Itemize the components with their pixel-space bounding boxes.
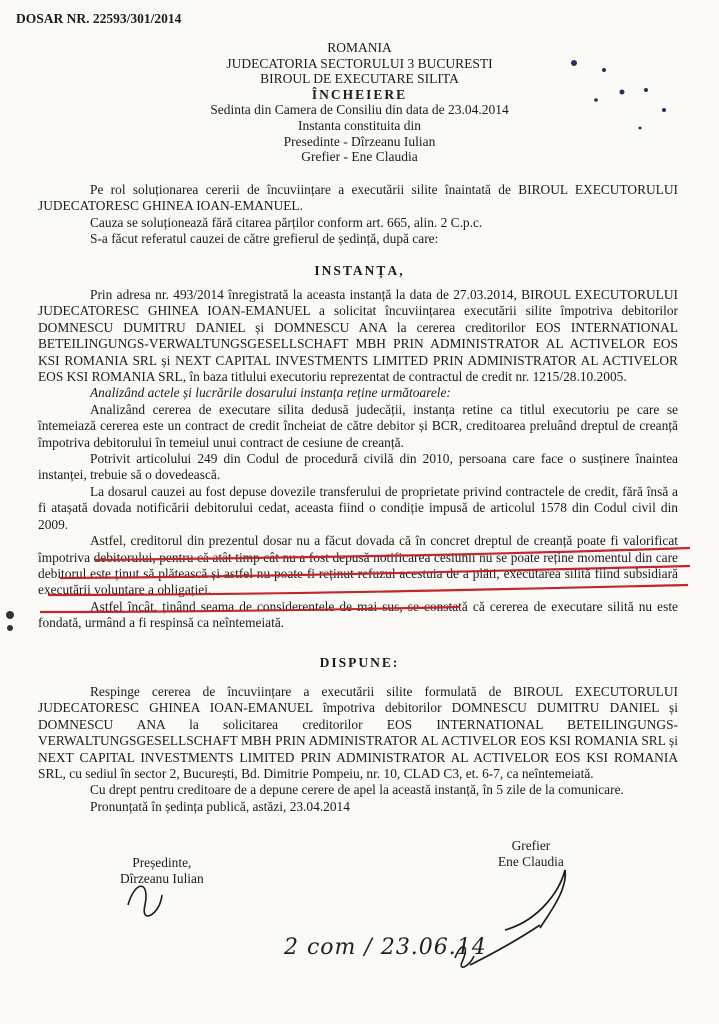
president-line: Presedinte - Dîrzeanu Iulian [283,133,436,149]
intro-paragraph: Pe rol soluționarea cererii de încuviințare a executării silite înaintată de BIROUL EXECUTORULUI JUDECATORESC GHINEA IOAN-EMANUEL. [38,182,678,214]
clerk-signature-mark [470,870,565,965]
red-underline-mark [40,607,460,612]
ink-spots [571,60,666,130]
red-underline-mark [60,566,690,578]
dispune-heading: DISPUNE: [319,655,400,670]
president-title: Președinte, [132,855,192,870]
instanta-paragraph: Analizând cererea de executare silita dedusă judecății, instanța retine ca titlul executoriu pe care se întemeiază cererea este un contract de credit încheiat de către debitor și BCR, creditoarea preluând dreptul de creanță împotriva debitorului în temeiul unui contract de cesiune de creanță. [38,401,678,450]
instanta-paragraph: Potrivit articolului 249 din Codul de procedură civilă din 2010, persoana care face o susținere înaintea instanței, trebuie să o dovedească. [38,451,678,483]
clerk-line: Grefier - Ene Claudia [301,149,418,165]
instanta-paragraph: Analizând actele și lucrările dosarului instanța reține următoarele: [90,385,451,401]
document-title: ÎNCHEIERE [311,86,408,102]
case-number: DOSAR NR. 22593/301/2014 [16,11,182,26]
red-underline-mark [95,548,690,560]
instanta-paragraph: La dosarul cauzei au fost depuse dovezile transferului de proprietate privind contractele de credit, fără însă a fi atașată dovada notificării debitorului cedat, aceasta fiind o condiție impusă de articolul 1578 din Codul civil din 2009. [38,483,678,532]
dispune-paragraph: Cu drept pentru creditoare de a depune cerere de apel la această instanță, în 5 zile de la comunicare. [90,782,624,798]
header-office: BIROUL DE EXECUTARE SILITA [260,71,459,87]
intro-paragraph: S-a făcut referatul cauzei de către grefierul de ședință, după care: [90,231,439,247]
panel-line: Instanta constituita din [298,117,421,133]
handwritten-note: 2 com / 23.06.14 [284,935,487,960]
instanta-heading: INSTANȚA, [314,263,405,278]
session-line: Sedinta din Camera de Consiliu din data de 23.04.2014 [210,102,509,118]
highlighted-paragraph: Astfel, creditorul din prezentul dosar nu a făcut dovada că în concret dreptul de creanță poate fi valorificat împotriva debitorului, pentru că atât timp cât nu a fost depusă notificarea cesiunii nu se poate reține momentul din care debitorul este ținut să plătească și astfel nu poate fi reținut refuzul acestuia de a plăti, executarea silită fiind subsidiară executării voluntare a obligației. [38,533,678,598]
punch-hole-marks [6,611,14,631]
red-underline-mark [48,585,688,595]
dispune-paragraph: Respinge cererea de încuviințare a executării silite formulată de BIROUL EXECUTORULUI JUDECATORESC GHINEA IOAN-EMANUEL împotriva debitorilor DOMNESCU DUMITRU DANIEL și DOMNESCU ANA la solicitarea creditorilor EOS INTERNATIONAL BETEILINGUNGS-VERWALTUNGSGESELLSCHAFT MBH PRIN ADMINISTRATOR AL ACTIVELOR EOS KSI ROMANIA SRL și NEXT CAPITAL INVESTMENTS LIMITED PRIN ADMINISTRATOR AL ACTIVELOR EOS KSI ROMANIA SRL, cu sediul în sector 2, București, Bd. Dimitrie Pompeiu, nr. 10, CLAD C3, et. 6-7, ca neîntemeiată. [38,684,678,782]
president-signature-mark [128,886,162,916]
president-name: Dîrzeanu Iulian [120,871,204,886]
instanta-paragraph: Astfel încât, ținând seama de considerentele de mai sus, se constată că cererea de executare silită nu este fondată, urmând a fi respinsă ca neîntemeiată. [38,598,678,631]
clerk-name: Ene Claudia [498,854,564,869]
header-court: JUDECATORIA SECTORULUI 3 BUCURESTI [226,55,493,71]
intro-paragraph: Cauza se soluționează fără citarea părților conform art. 665, alin. 2 C.p.c. [90,214,483,230]
instanta-paragraph: Prin adresa nr. 493/2014 înregistrată la aceasta instanță la data de 27.03.2014, BIROUL EXECUTORULUI JUDECATORESC GHINEA IOAN-EMANUEL a solicitat încuviințarea executării silite împotriva debitorilor DOMNESCU DUMITRU DANIEL și DOMNESCU ANA la cererea creditorilor EOS INTERNATIONAL BETEILINGUNGS-VERWALTUNGSGESELLSCHAFT MBH PRIN ADMINISTRATOR AL ACTIVELOR EOS KSI ROMANIA SRL și NEXT CAPITAL INVESTMENTS LIMITED PRIN ADMINISTRATOR AL ACTIVELOR EOS KSI ROMANIA SRL, în baza titlului executoriu reprezentat de contractul de credit nr. 1215/28.10.2005. [38,287,678,385]
dispune-paragraph: Pronunțată în ședința publică, astăzi, 23.04.2014 [90,798,350,814]
header-country: ROMANIA [327,40,392,55]
clerk-title: Grefier [511,838,551,853]
